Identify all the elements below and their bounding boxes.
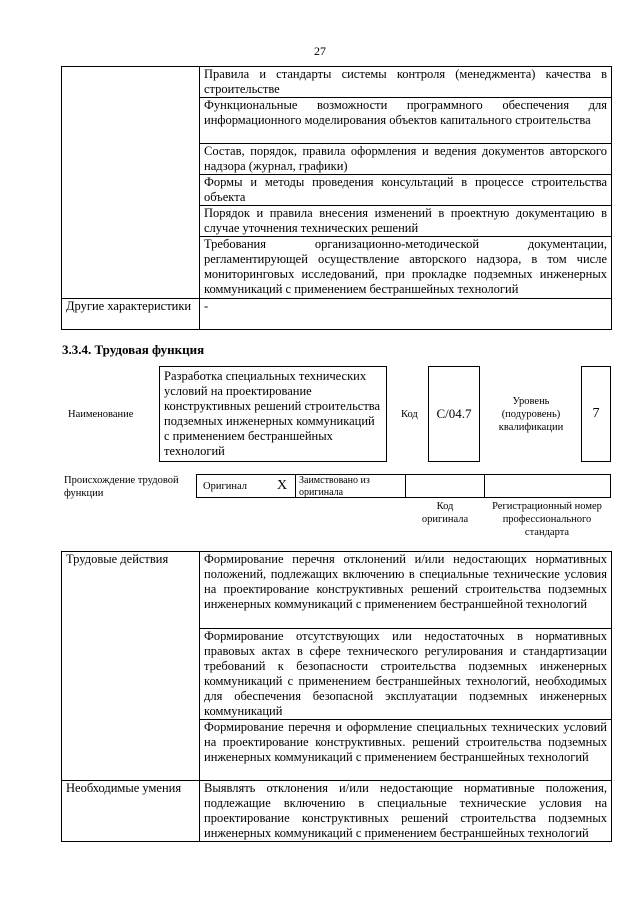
row-text: Формы и методы проведения консультаций в процессе строительства объекта (200, 175, 612, 206)
original-label: Оригинал (203, 481, 247, 492)
level-label: Уровень (подуровень) квалификации (498, 396, 564, 433)
table-row (62, 720, 612, 781)
name-value: Разработка специальных технических условий на проектирование конструктивных решений строительства подземных инженерных коммуникаций с применением бестраншейных технологий (159, 366, 387, 462)
row-text: Требования организационно-методической документации, регламентирующей осуществление авторского надзора, в том числе мониторинговых исследований, при прокладке подземных инженерных коммуникаций с применением бестраншейных технологий (200, 237, 612, 299)
table-row (62, 781, 612, 842)
row-label (62, 144, 200, 175)
actions-table (61, 551, 612, 842)
reg-number-caption: Регистрационный номер профессионального стандарта (492, 501, 602, 538)
row-label (62, 237, 200, 299)
table-row (62, 629, 612, 720)
row-text: Функциональные возможности программного обеспечения для информационного моделирования объектов капитального строительства (200, 98, 612, 144)
row-label (62, 98, 200, 144)
row-label (62, 629, 200, 720)
name-label: Наименование (68, 409, 134, 420)
section-heading: 3.3.4. Трудовая функция (62, 342, 205, 357)
original-cell (196, 474, 296, 498)
row-text: Формирование перечня и оформление специальных технических условий на проектирование конструктивных. решений строительства подземных инженерных коммуникаций с применением бестраншейных технологий (200, 720, 612, 781)
row-text: Формирование отсутствующих или недостаточных в нормативных правовых актах в сфере технического регулирования и стандартизации требований к безопасности строительства подземных инженерных коммуникаций с применением бестраншейных технологий, необходимых для обеспечения безопасной эксплуатации подземных инженерных коммуникаций (200, 629, 612, 720)
page-number: 27 (314, 44, 326, 58)
row-label (62, 206, 200, 237)
table-row (62, 175, 612, 206)
row-text: Порядок и правила внесения изменений в проектную документацию в случае уточнения технических решений (200, 206, 612, 237)
row-label: Другие характеристики (62, 299, 200, 330)
borrowed-cell (295, 474, 406, 498)
knowledge-table (61, 66, 612, 330)
table-row (62, 552, 612, 629)
code-original-caption: Код оригинала (421, 501, 469, 525)
reg-number-cell (484, 474, 611, 498)
table-row (62, 98, 612, 144)
table-row (62, 299, 612, 330)
row-label (62, 175, 200, 206)
table-row (62, 67, 612, 98)
code-value: C/04.7 (428, 366, 480, 462)
borrowed-label: Заимствовано из оригинала (299, 475, 370, 498)
row-label: Трудовые действия (62, 552, 200, 629)
origin-label: Происхождение трудовой функции (64, 475, 179, 499)
table-row (62, 206, 612, 237)
row-label (62, 720, 200, 781)
table-row (62, 144, 612, 175)
row-text: - (200, 299, 612, 330)
row-text: Формирование перечня отклонений и/или недостающих нормативных положений, подлежащих включению в специальные технические условия на проектирование конструктивных решений строительства подземных инженерных коммуникаций с применением бестраншейной технологий (200, 552, 612, 629)
code-label: Код (401, 409, 418, 420)
code-original-cell (405, 474, 485, 498)
row-text: Состав, порядок, правила оформления и ведения документов авторского надзора (журнал, графики) (200, 144, 612, 175)
level-value: 7 (581, 366, 611, 462)
row-text: Выявлять отклонения и/или недостающие нормативные положения, подлежащие включению в специальные технические условия на проектирование конструктивных решений строительства подземных инженерных коммуникаций с применением бестраншейных технологий (200, 781, 612, 842)
row-text: Правила и стандарты системы контроля (менеджмента) качества в строительстве (200, 67, 612, 98)
table-row (62, 237, 612, 299)
row-label (62, 67, 200, 98)
original-mark: X (277, 478, 288, 493)
row-label: Необходимые умения (62, 781, 200, 842)
